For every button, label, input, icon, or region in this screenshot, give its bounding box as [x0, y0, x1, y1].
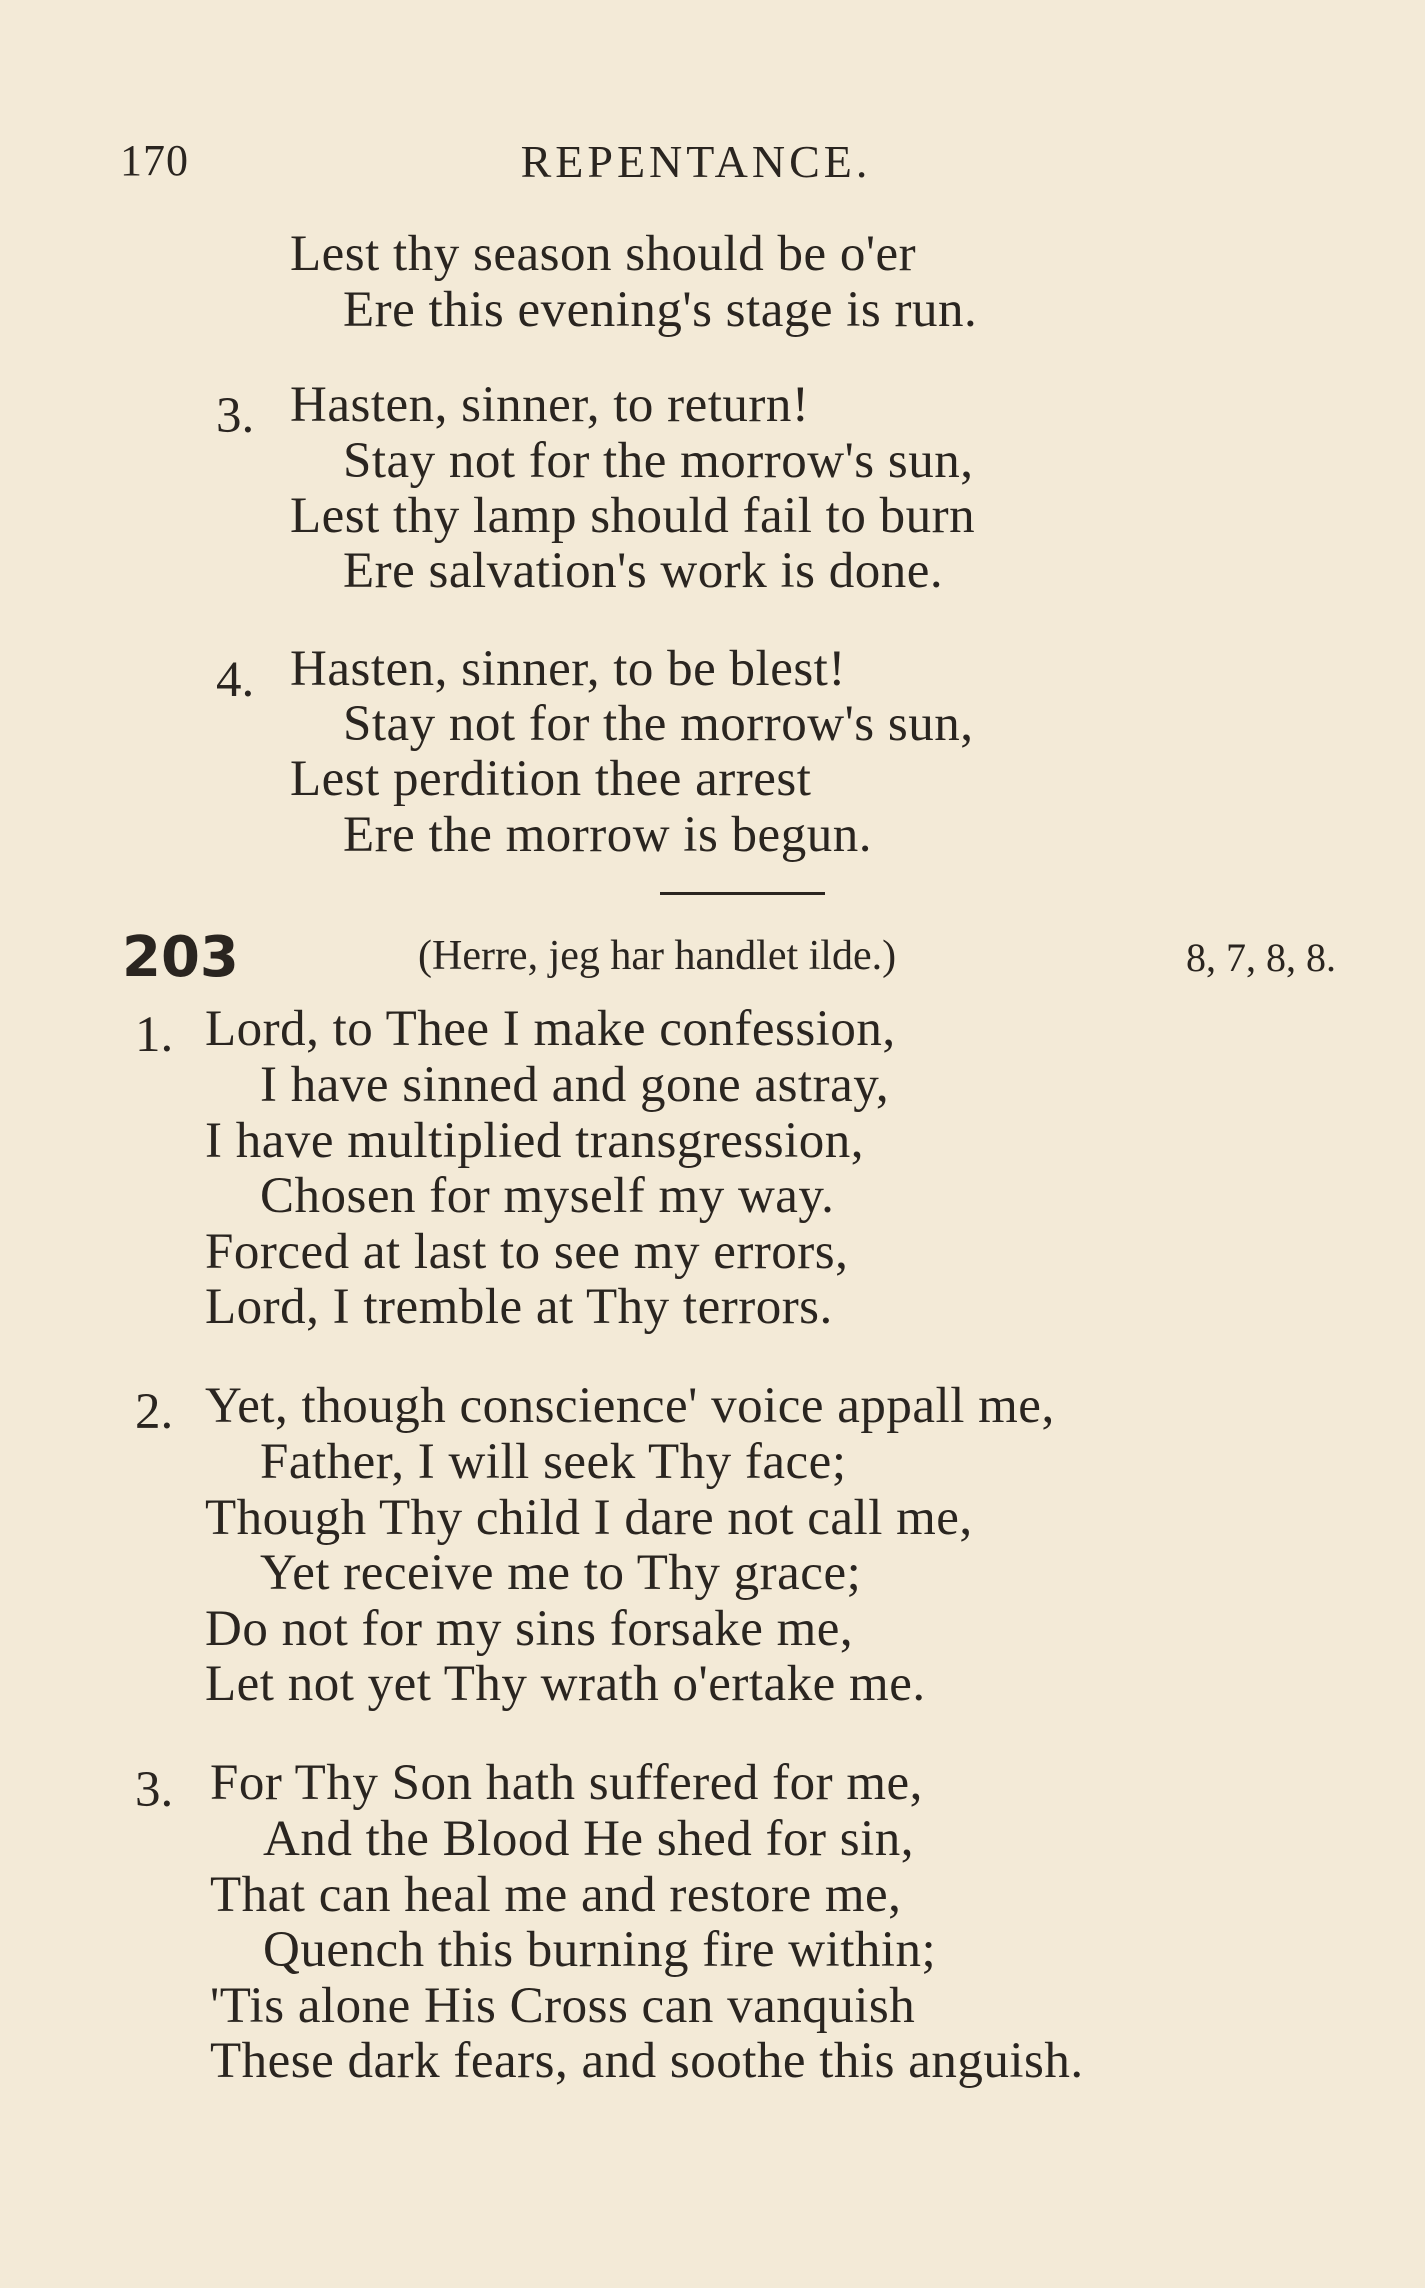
- verse-line: Hasten, sinner, to be blest!: [290, 641, 846, 697]
- verse-line: For Thy Son hath suffered for me,: [210, 1755, 923, 1811]
- hymn-original-title: (Herre, jeg har handlet ilde.): [418, 933, 897, 979]
- verse-line: Father, I will seek Thy face;: [260, 1434, 847, 1490]
- verse-line: I have sinned and gone astray,: [260, 1057, 890, 1113]
- verse-line: Lest thy lamp should fail to burn: [290, 488, 976, 544]
- page-number: 170: [120, 136, 189, 185]
- stanza-number: 3.: [135, 1762, 174, 1818]
- stanza-number: 4.: [216, 652, 255, 708]
- verse-line: That can heal me and restore me,: [210, 1867, 902, 1923]
- verse-line: These dark fears, and soothe this anguish.: [210, 2033, 1084, 2089]
- verse-line: Hasten, sinner, to return!: [290, 377, 810, 433]
- verse-line: Stay not for the morrow's sun,: [343, 696, 974, 752]
- verse-line: I have multiplied transgression,: [205, 1113, 865, 1169]
- verse-line: Though Thy child I dare not call me,: [205, 1490, 973, 1546]
- verse-line: Stay not for the morrow's sun,: [343, 433, 974, 489]
- verse-line: Do not for my sins forsake me,: [205, 1601, 854, 1657]
- verse-line: Quench this burning fire within;: [263, 1922, 937, 1978]
- verse-line: Ere the morrow is begun.: [343, 807, 872, 863]
- verse-line: Let not yet Thy wrath o'ertake me.: [205, 1656, 926, 1712]
- section-divider: [660, 892, 825, 895]
- hymn-number: 203: [122, 925, 239, 990]
- verse-line: Chosen for myself my way.: [260, 1168, 835, 1224]
- verse-line: Yet, though conscience' voice appall me,: [205, 1378, 1055, 1434]
- hymn-meter: 8, 7, 8, 8.: [1186, 935, 1336, 980]
- verse-line: Ere this evening's stage is run.: [343, 282, 978, 338]
- verse-line: 'Tis alone His Cross can vanquish: [210, 1978, 916, 2034]
- verse-line: Lord, I tremble at Thy terrors.: [205, 1279, 833, 1335]
- stanza-number: 2.: [135, 1384, 174, 1440]
- page-title: REPENTANCE.: [520, 136, 872, 187]
- verse-line: Ere salvation's work is done.: [343, 543, 944, 599]
- verse-line: And the Blood He shed for sin,: [263, 1811, 915, 1867]
- verse-line: Forced at last to see my errors,: [205, 1224, 849, 1280]
- stanza-number: 3.: [216, 388, 255, 444]
- verse-line: Lest thy season should be o'er: [290, 226, 917, 282]
- verse-line: Lest perdition thee arrest: [290, 751, 812, 807]
- stanza-number: 1.: [135, 1007, 174, 1063]
- verse-line: Yet receive me to Thy grace;: [260, 1545, 862, 1601]
- verse-line: Lord, to Thee I make confession,: [205, 1001, 896, 1057]
